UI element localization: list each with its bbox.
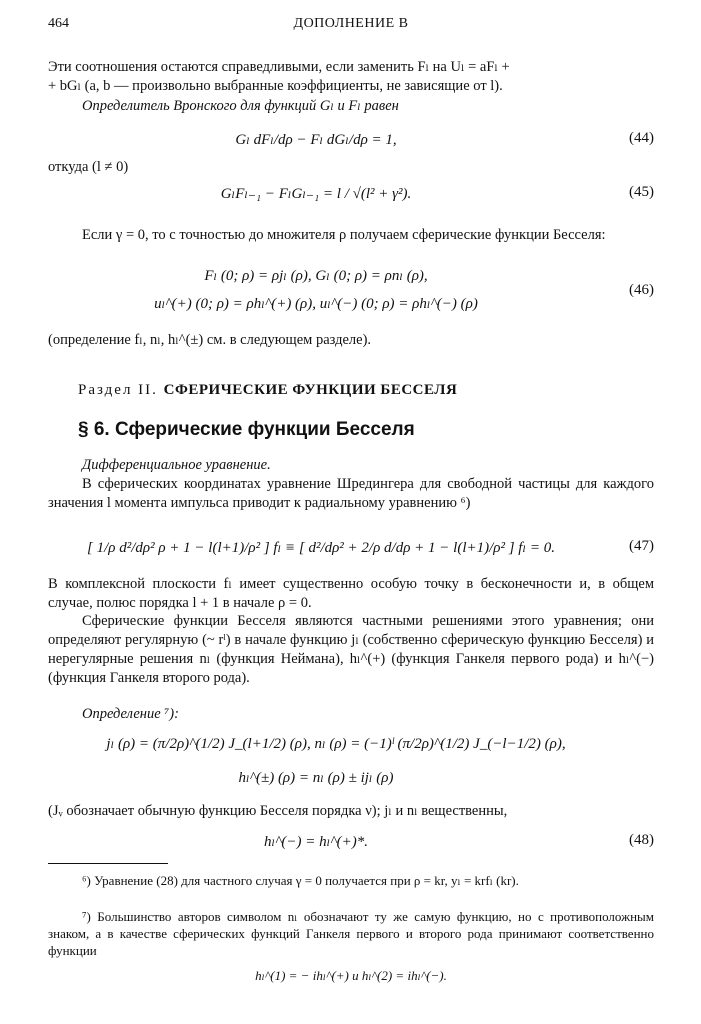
footnote-7: ⁷) Большинство авторов символом nₗ обозначают ту же самую функцию, но с противоположным знаком, а в качестве сферических функций Ганкеля первого и второго рода принимают соответственно функции — [48, 909, 654, 958]
equation-44-number: (44) — [629, 130, 654, 146]
paragraph-definition: Определение ⁷): — [82, 706, 179, 722]
equation-46-line-2: uₗ^(+) (0; ρ) = ρhₗ^(+) (ρ), uₗ^(−) (0; ρ) = ρhₗ^(−) (ρ) — [154, 296, 478, 312]
equation-48-body: hₗ^(−) = hₗ^(+)*. — [263, 834, 369, 850]
equation-46 — [48, 266, 654, 324]
paragraph-1-line-2: + bGₗ (a, b — произвольно выбранные коэффициенты, не зависящие от l). — [48, 78, 503, 94]
paragraph-complex-plane: В комплексной плоскости fₗ имеет существенно особую точку в бесконечности и, в общем случае, полюс порядка l + 1 в начале ρ = 0. — [48, 576, 654, 611]
equation-45 — [48, 176, 654, 216]
page-number: 464 — [48, 16, 69, 31]
footnote-rule — [48, 863, 168, 864]
footnote-6: ⁶) Уравнение (28) для частного случая γ = 0 получается при ρ = kr, yₗ = krfₗ (kr). — [82, 873, 519, 888]
paragraph-definition-ref: (определение fₗ, nₗ, hₗ^(±) см. в следующем разделе). — [48, 332, 372, 348]
paragraph-schrodinger: В сферических координатах уравнение Шредингера для свободной частицы для каждого значения l момента импульса приводит к радиальному уравнению ⁶) — [48, 476, 654, 511]
paragraph-ordinary-bessel: (Jᵥ обозначает обычную функцию Бесселя порядка ν); jₗ и nₗ вещественны, — [48, 803, 508, 819]
definition-line-1: jₗ (ρ) = (π/2ρ)^(1/2) J_(l+1/2) (ρ), nₗ (ρ) = (−1)ˡ (π/2ρ)^(1/2) J_(−l−1/2) (ρ), — [106, 736, 566, 752]
running-header — [48, 16, 654, 38]
section-label: Раздел II. — [78, 382, 158, 398]
equation-45-body: GₗFₗ₋₁ − FₗGₗ₋₁ = l / √(l² + γ²). — [220, 186, 412, 202]
equation-47 — [48, 528, 654, 572]
equation-45-number: (45) — [629, 184, 654, 200]
paragraph-wronskian: Определитель Вронского для функций Gₗ и Fₗ равен — [82, 98, 399, 114]
equation-47-body: [ 1/ρ d²/dρ² ρ + 1 − l(l+1)/ρ² ] fₗ ≡ [ d²/dρ² + 2/ρ d/dρ + 1 − l(l+1)/ρ² ] fₗ = 0. — [87, 540, 555, 556]
paragraph-heading: § 6. Сферические функции Бесселя — [78, 419, 415, 440]
section-title: СФЕРИЧЕСКИЕ ФУНКЦИИ БЕССЕЛЯ — [163, 382, 458, 398]
paragraph-gamma-zero: Если γ = 0, то с точностью до множителя ρ получаем сферические функции Бесселя: — [82, 227, 606, 243]
equation-44 — [48, 120, 654, 160]
paragraph-1 — [48, 58, 654, 96]
equation-46-number: (46) — [629, 282, 654, 298]
equation-48 — [48, 828, 654, 858]
section-heading — [78, 382, 457, 399]
equation-47-number: (47) — [629, 538, 654, 554]
equation-46-line-1: Fₗ (0; ρ) = ρjₗ (ρ), Gₗ (0; ρ) = ρnₗ (ρ), — [204, 268, 428, 284]
equation-44-body: Gₗ dFₗ/dρ − Fₗ dGₗ/dρ = 1, — [235, 132, 397, 148]
running-title: ДОПОЛНЕНИЕ В — [293, 16, 409, 31]
paragraph-bessel-solutions: Сферические функции Бесселя являются частными решениями этого уравнения; они определяют регулярную (~ rˡ) в начале функцию jₗ (собственно сферическую функцию Бесселя) и нерегулярные решения nₗ (функция Неймана), hₗ^(+) (функция Ганкеля первого рода) и hₗ^(−) (функция Ганкеля второго рода). — [48, 613, 654, 686]
paragraph-whence: откуда (l ≠ 0) — [48, 159, 129, 175]
subheading-differential-equation: Дифференциальное уравнение. — [82, 457, 271, 473]
definition-line-2: hₗ^(±) (ρ) = nₗ (ρ) ± ijₗ (ρ) — [238, 770, 394, 786]
definition-equations — [48, 728, 654, 798]
footnote-7-formula: hₗ^(1) = − ihₗ^(+) и hₗ^(2) = ihₗ^(−). — [255, 968, 447, 983]
paragraph-1-line-1: Эти соотношения остаются справедливыми, если заменить Fₗ на Uₗ = aFₗ + — [48, 59, 510, 75]
equation-48-number: (48) — [629, 832, 654, 848]
